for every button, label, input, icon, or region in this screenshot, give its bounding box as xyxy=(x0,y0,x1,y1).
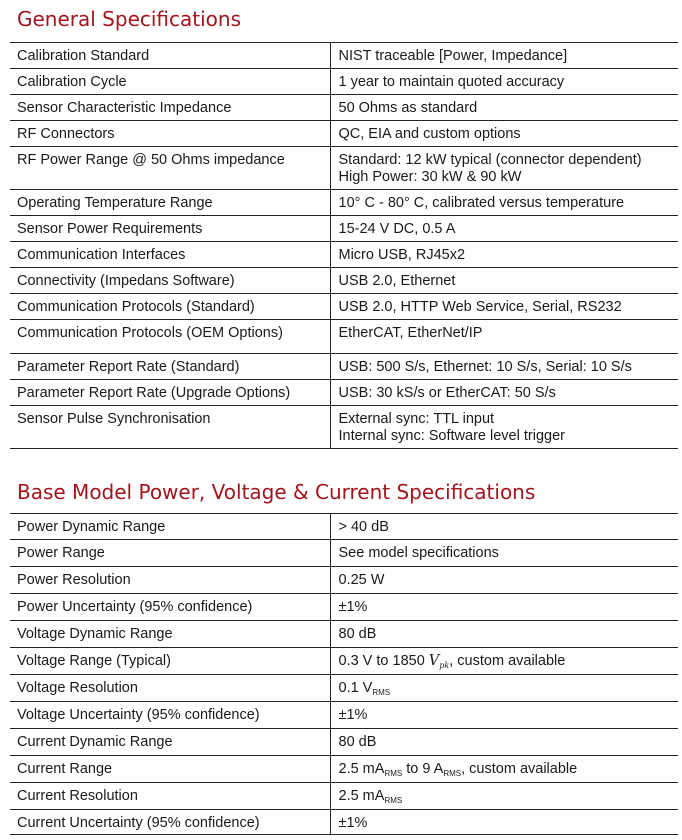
row-value: Micro USB, RJ45x2 xyxy=(330,242,678,268)
table-row xyxy=(10,810,678,835)
row-value xyxy=(330,648,678,675)
row-value: USB: 500 S/s, Ethernet: 10 S/s, Serial: 10 S/s xyxy=(330,354,678,380)
table-row xyxy=(10,294,678,320)
value-line-2: High Power: 30 kW & 90 kW xyxy=(338,169,522,185)
row-label: Communication Protocols (OEM Options) xyxy=(10,320,330,354)
table-row xyxy=(10,268,678,294)
table-row xyxy=(10,406,678,449)
row-label: Calibration Cycle xyxy=(10,69,330,95)
row-value: See model specifications xyxy=(330,540,678,567)
row-label: Current Range xyxy=(10,756,330,783)
row-value: > 40 dB xyxy=(330,514,678,540)
row-value xyxy=(330,147,678,190)
row-value: NIST traceable [Power, Impedance] xyxy=(330,43,678,69)
table-row xyxy=(10,147,678,190)
row-value: ±1% xyxy=(330,594,678,621)
table-row xyxy=(10,320,678,354)
table-row xyxy=(10,648,678,675)
value-subscript: RMS xyxy=(384,769,403,778)
table-row xyxy=(10,190,678,216)
general-specifications-table xyxy=(10,42,678,449)
table-row xyxy=(10,783,678,810)
value-text: 2.5 mA xyxy=(338,761,385,777)
value-subscript: RMS xyxy=(372,688,391,697)
row-value: 1 year to maintain quoted accuracy xyxy=(330,69,678,95)
row-label: Current Dynamic Range xyxy=(10,729,330,756)
value-line-2: Internal sync: Software level trigger xyxy=(338,428,565,444)
row-label: Current Resolution xyxy=(10,783,330,810)
value-text: , custom available xyxy=(461,761,578,777)
table-row xyxy=(10,95,678,121)
row-label: Voltage Resolution xyxy=(10,675,330,702)
table-row xyxy=(10,121,678,147)
row-label: RF Connectors xyxy=(10,121,330,147)
row-label: Sensor Characteristic Impedance xyxy=(10,95,330,121)
row-value: 80 dB xyxy=(330,621,678,648)
table-row xyxy=(10,567,678,594)
row-label: RF Power Range @ 50 Ohms impedance xyxy=(10,147,330,190)
row-value: USB 2.0, HTTP Web Service, Serial, RS232 xyxy=(330,294,678,320)
value-text: 0.3 V to 1850 xyxy=(338,653,429,669)
row-value xyxy=(330,783,678,810)
table-row xyxy=(10,354,678,380)
base-model-specifications-table xyxy=(10,513,678,835)
table-row xyxy=(10,69,678,95)
value-line-1: Standard: 12 kW typical (connector dependent) xyxy=(338,152,642,168)
value-line-1: External sync: TTL input xyxy=(338,411,495,427)
row-value xyxy=(330,675,678,702)
value-variable: V xyxy=(428,653,440,669)
row-label: Communication Protocols (Standard) xyxy=(10,294,330,320)
row-value: QC, EIA and custom options xyxy=(330,121,678,147)
value-subscript: pk xyxy=(439,661,450,670)
row-value: 15-24 V DC, 0.5 A xyxy=(330,216,678,242)
value-subscript: RMS xyxy=(384,796,403,805)
row-label: Voltage Dynamic Range xyxy=(10,621,330,648)
row-label: Power Uncertainty (95% confidence) xyxy=(10,594,330,621)
table-row xyxy=(10,594,678,621)
row-label: Connectivity (Impedans Software) xyxy=(10,268,330,294)
value-subscript: RMS xyxy=(443,769,462,778)
row-label: Calibration Standard xyxy=(10,43,330,69)
table-row xyxy=(10,380,678,406)
row-label: Voltage Range (Typical) xyxy=(10,648,330,675)
row-value: 10° C - 80° C, calibrated versus temperature xyxy=(330,190,678,216)
row-label: Voltage Uncertainty (95% confidence) xyxy=(10,702,330,729)
row-label: Sensor Pulse Synchronisation xyxy=(10,406,330,449)
row-value: 80 dB xyxy=(330,729,678,756)
row-label: Power Resolution xyxy=(10,567,330,594)
row-value: USB 2.0, Ethernet xyxy=(330,268,678,294)
table-row xyxy=(10,242,678,268)
row-value xyxy=(330,406,678,449)
value-text: 2.5 mA xyxy=(338,788,385,804)
table-row xyxy=(10,514,678,540)
row-label: Power Range xyxy=(10,540,330,567)
table-row xyxy=(10,675,678,702)
value-text: 0.1 V xyxy=(338,680,373,696)
row-value xyxy=(330,756,678,783)
row-value: ±1% xyxy=(330,702,678,729)
table-row xyxy=(10,621,678,648)
row-value: 50 Ohms as standard xyxy=(330,95,678,121)
table-row xyxy=(10,729,678,756)
value-text: to 9 A xyxy=(402,761,444,777)
table-row xyxy=(10,43,678,69)
row-label: Operating Temperature Range xyxy=(10,190,330,216)
base-model-specifications-title: Base Model Power, Voltage & Current Specifications xyxy=(17,480,536,504)
table-row xyxy=(10,540,678,567)
table-row xyxy=(10,756,678,783)
row-label: Current Uncertainty (95% confidence) xyxy=(10,810,330,835)
value-text: , custom available xyxy=(449,653,566,669)
general-specifications-title: General Specifications xyxy=(17,7,242,31)
table-row xyxy=(10,216,678,242)
row-label: Sensor Power Requirements xyxy=(10,216,330,242)
row-label: Power Dynamic Range xyxy=(10,514,330,540)
row-label: Parameter Report Rate (Upgrade Options) xyxy=(10,380,330,406)
row-value: EtherCAT, EtherNet/IP xyxy=(330,320,678,354)
row-value: ±1% xyxy=(330,810,678,835)
row-label: Parameter Report Rate (Standard) xyxy=(10,354,330,380)
row-value: 0.25 W xyxy=(330,567,678,594)
row-label: Communication Interfaces xyxy=(10,242,330,268)
table-row xyxy=(10,702,678,729)
row-value: USB: 30 kS/s or EtherCAT: 50 S/s xyxy=(330,380,678,406)
